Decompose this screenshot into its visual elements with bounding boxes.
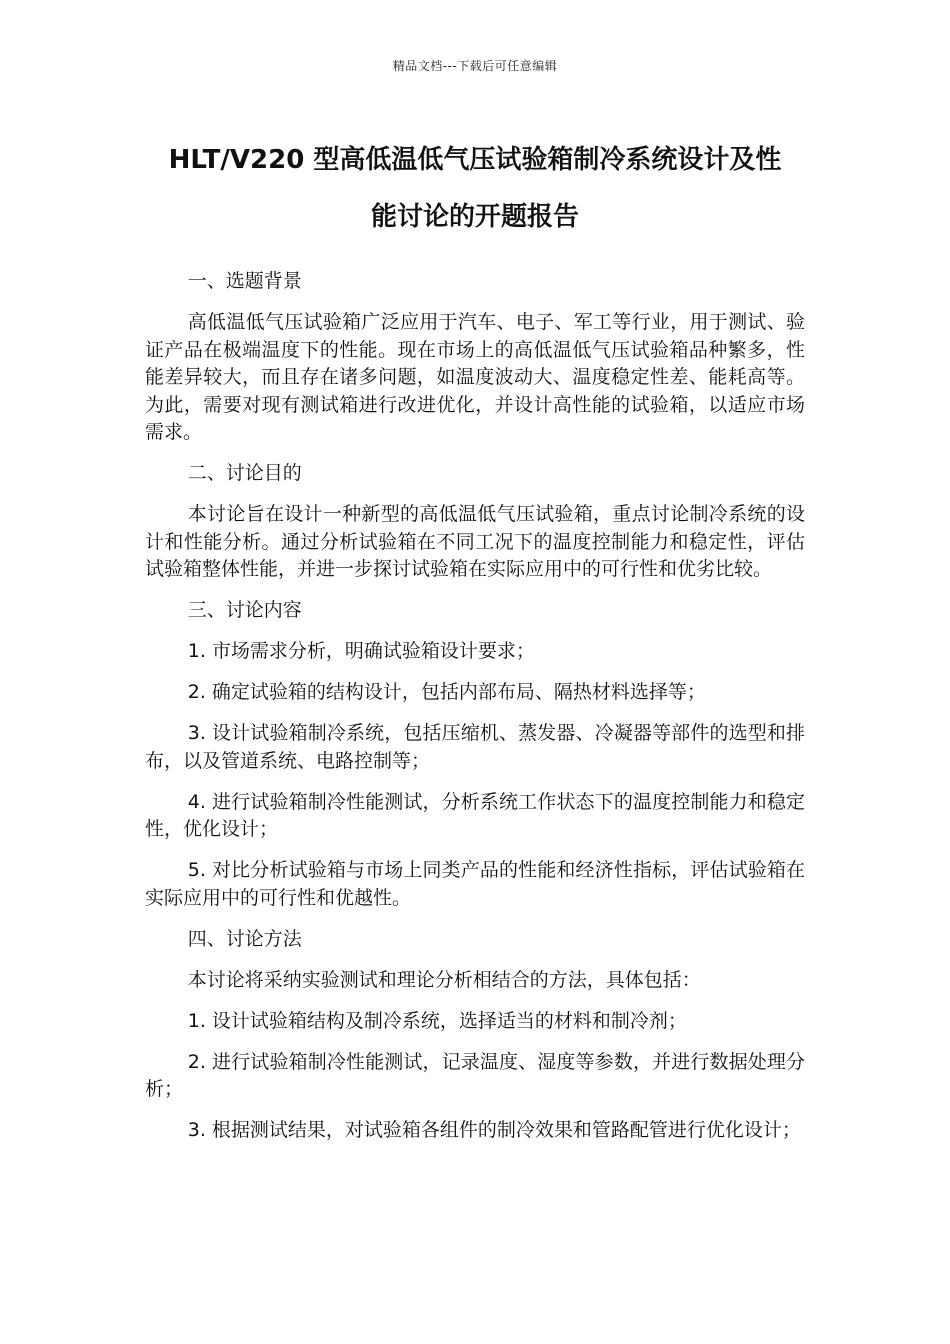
document-title <box>145 132 805 246</box>
title-line-2: 能讨论的开题报告 <box>370 202 579 232</box>
header-note: 精品文档---下载后可任意编辑 <box>392 59 558 73</box>
paragraph-purpose: 本讨论旨在设计一种新型的高低温低气压试验箱，重点讨论制冷系统的设计和性能分析。通过分析试验箱在不同工况下的温度控制能力和稳定性，评估试验箱整体性能，并进一步探讨试验箱在实际应用中的可行性和优劣比较。 <box>145 503 805 580</box>
title-line-1: HLT/V220 型高低温低气压试验箱制冷系统设计及性 <box>168 145 782 175</box>
paragraph-method-intro: 本讨论将采纳实验测试和理论分析相结合的方法，具体包括： <box>187 968 701 991</box>
document-body <box>145 268 805 1158</box>
method-item-3: 3. 根据测试结果，对试验箱各组件的制冷效果和管路配管进行优化设计； <box>187 1119 801 1141</box>
section-heading-purpose: 二、讨论目的 <box>187 462 302 484</box>
content-item-5: 5. 对比分析试验箱与市场上同类产品的性能和经济性指标，评估试验箱在实际应用中的可行性和优越性。 <box>145 859 805 909</box>
section-heading-method: 四、讨论方法 <box>187 927 302 950</box>
method-item-1: 1. 设计试验箱结构及制冷系统，选择适当的材料和制冷剂； <box>187 1009 687 1032</box>
content-item-3: 3. 设计试验箱制冷系统，包括压缩机、蒸发器、冷凝器等部件的选型和排布，以及管道系统、电路控制等； <box>145 722 805 772</box>
content-item-4: 4. 进行试验箱制冷性能测试，分析系统工作状态下的温度控制能力和稳定性，优化设计； <box>145 790 805 840</box>
content-item-1: 1. 市场需求分析，明确试验箱设计要求； <box>187 640 535 662</box>
section-heading-content: 三、讨论内容 <box>187 599 302 621</box>
section-heading-background: 一、选题背景 <box>187 270 302 292</box>
content-item-2: 2. 确定试验箱的结构设计，包括内部布局、隔热材料选择等； <box>187 681 706 703</box>
method-item-2: 2. 进行试验箱制冷性能测试，记录温度、湿度等参数，并进行数据处理分析； <box>145 1050 805 1100</box>
paragraph-background: 高低温低气压试验箱广泛应用于汽车、电子、军工等行业，用于测试、验证产品在极端温度下的性能。现在市场上的高低温低气压试验箱品种繁多，性能差异较大，而且存在诸多问题，如温度波动大、温度稳定性差、能耗高等。为此，需要对现有测试箱进行改进优化，并设计高性能的试验箱，以适应市场需求。 <box>145 311 805 443</box>
